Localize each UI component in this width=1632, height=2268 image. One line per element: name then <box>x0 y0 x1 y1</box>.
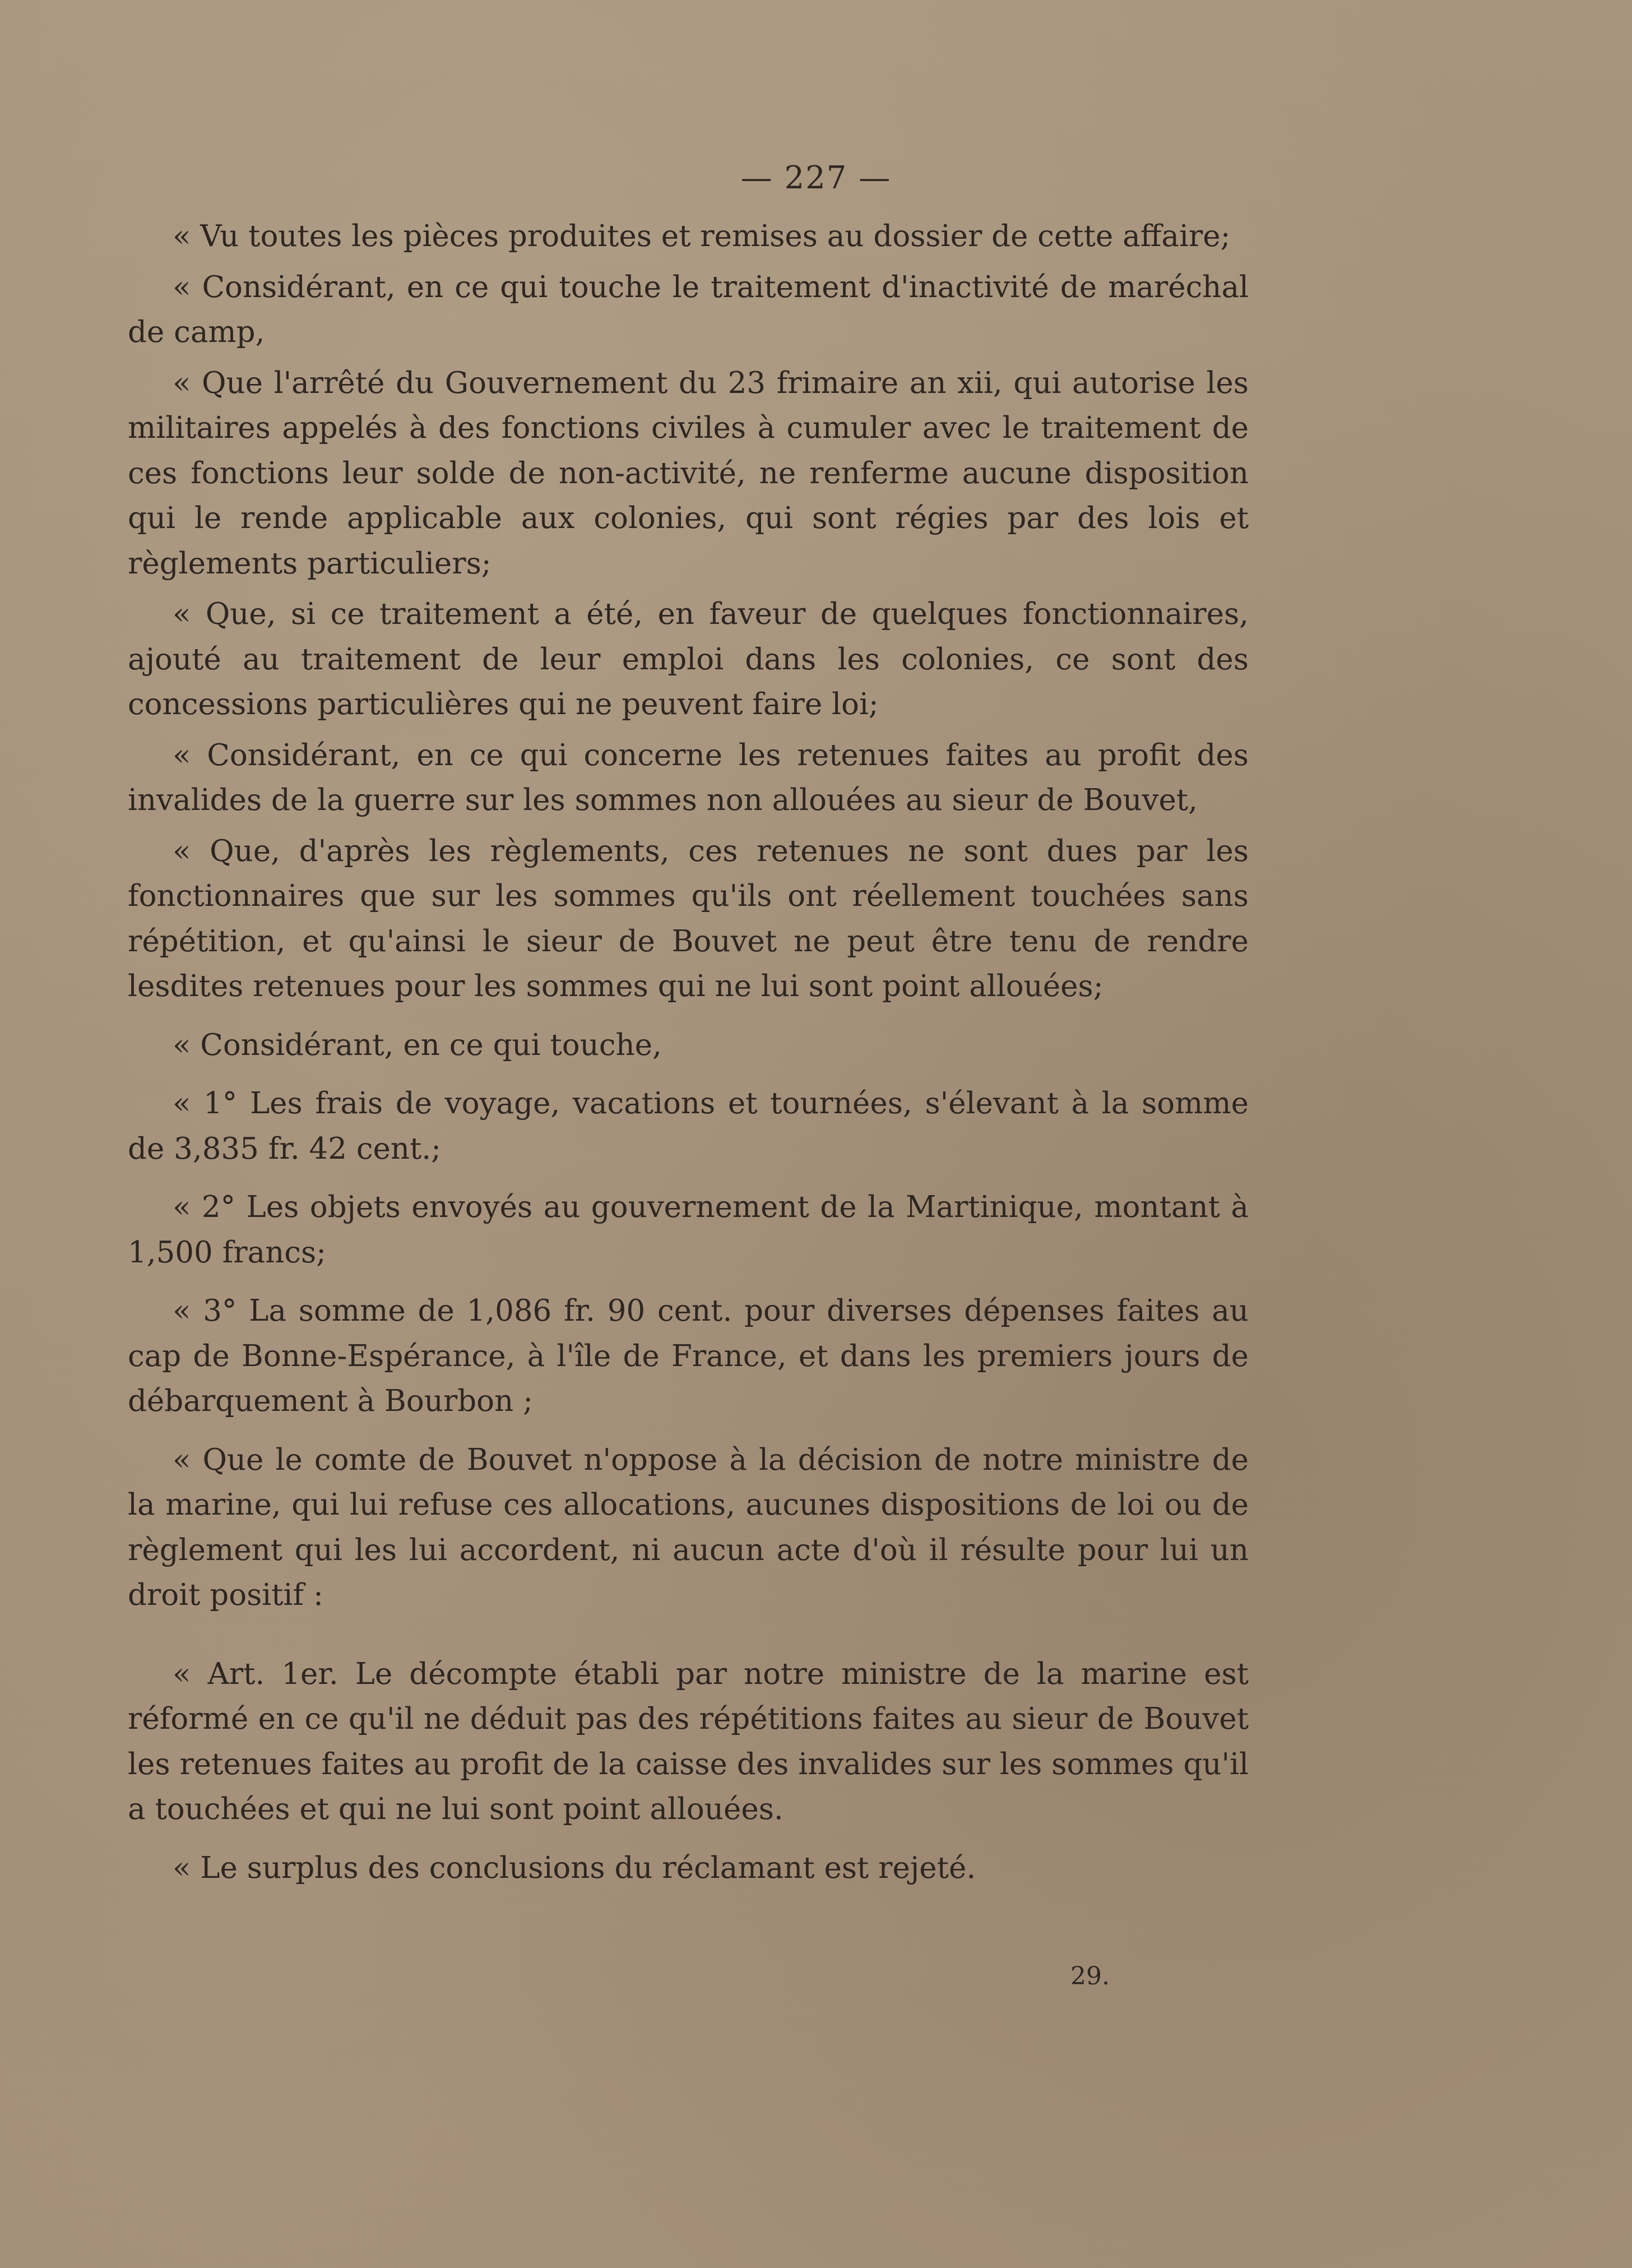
document-body <box>128 214 1249 1891</box>
paragraph-arrete-gouvernement: « Que l'arrêté du Gouvernement du 23 frimaire an xii, qui autorise les militaires appelés à des fonctions civiles à cumuler avec le traitement de ces fonctions leur solde de non-activité, ne renferme aucune disposition qui le rende applicable aux colonies, qui sont régies par des lois et règlements particuliers; <box>128 365 1249 581</box>
paragraph-vu-pieces: « Vu toutes les pièces produites et remises au dossier de cette affaire; <box>173 219 1231 253</box>
paragraph-frais-voyage: « 1° Les frais de voyage, vacations et tournées, s'élevant à la somme de 3,835 fr. 42 cent.; <box>128 1086 1249 1166</box>
paragraph-somme-depenses: « 3° La somme de 1,086 fr. 90 cent. pour diverses dépenses faites au cap de Bonne-Espérance, à l'île de France, et dans les premiers jours de débarquement à Bourbon ; <box>128 1294 1249 1418</box>
paragraph-comte-bouvet: « Que le comte de Bouvet n'oppose à la décision de notre ministre de la marine, qui lui refuse ces allocations, aucunes dispositions de loi ou de règlement qui les lui accordent, ni aucun acte d'où il résulte pour lui un droit positif : <box>128 1442 1249 1612</box>
paragraph-reglements: « Que, d'après les règlements, ces retenues ne sont dues par les fonctionnaires que sur les sommes qu'ils ont réellement touchées sans répétition, et qu'ainsi le sieur de Bouvet ne peut être tenu de rendre lesdites retenues pour les sommes qui ne lui sont point allouées; <box>128 834 1249 1003</box>
signature-mark: 29. <box>1070 1962 1110 1991</box>
paragraph-considerant-touche: « Considérant, en ce qui touche, <box>173 1027 662 1062</box>
paragraph-considerant-traitement: « Considérant, en ce qui touche le traitement d'inactivité de maréchal de camp, <box>128 270 1249 349</box>
paragraph-article-1: « Art. 1er. Le décompte établi par notre ministre de la marine est réformé en ce qu'il ne déduit pas des répétitions faites au sieur de Bouvet les retenues faites au profit de la caisse des invalides sur les sommes qu'il a touchées et qui ne lui sont point allouées. <box>128 1656 1249 1826</box>
paragraph-concessions: « Que, si ce traitement a été, en faveur de quelques fonctionnaires, ajouté au traitement de leur emploi dans les colonies, ce sont des concessions particulières qui ne peuvent faire loi; <box>128 597 1249 721</box>
paragraph-objets-envoyes: « 2° Les objets envoyés au gouvernement de la Martinique, montant à 1,500 francs; <box>128 1190 1249 1270</box>
paragraph-surplus-rejete: « Le surplus des conclusions du réclamant est rejeté. <box>173 1850 976 1885</box>
paragraph-considerant-retenues: « Considérant, en ce qui concerne les retenues faites au profit des invalides de la guerre sur les sommes non allouées au sieur de Bouvet, <box>128 738 1249 817</box>
page-number: — 227 — <box>740 160 892 196</box>
